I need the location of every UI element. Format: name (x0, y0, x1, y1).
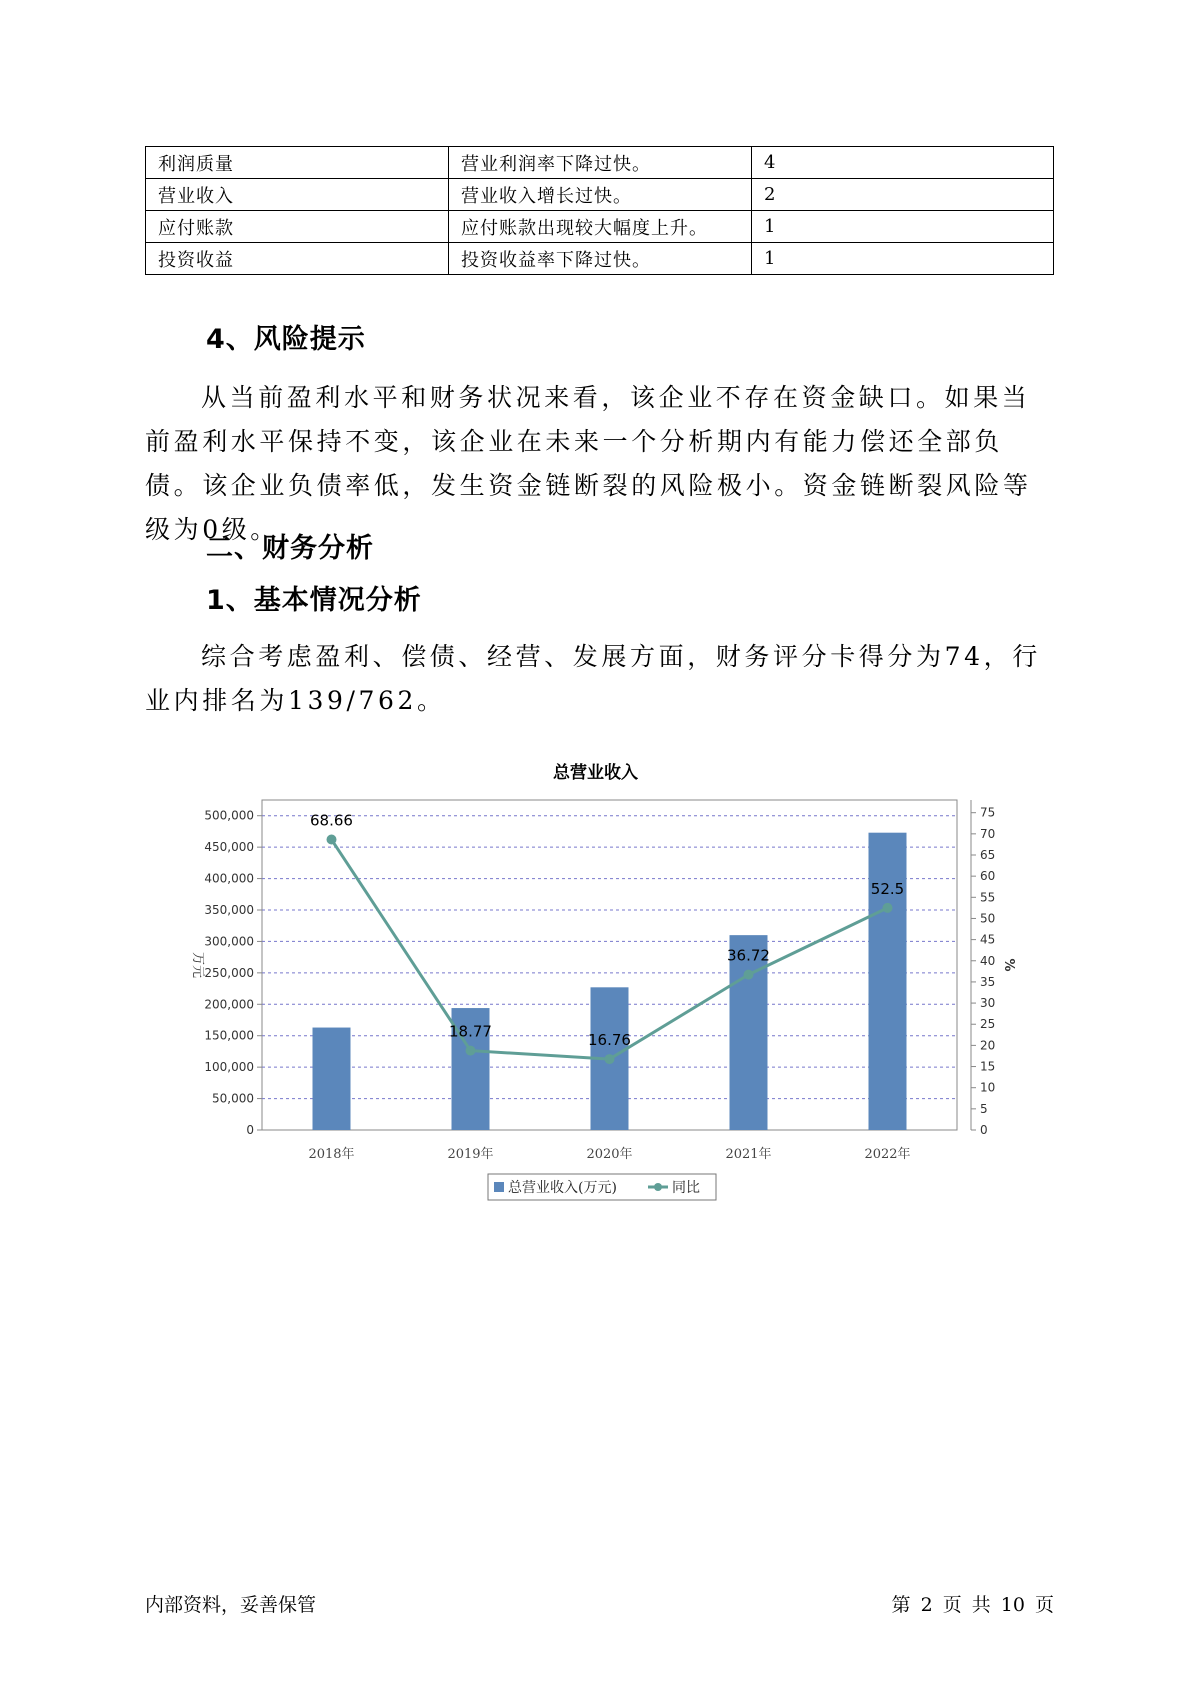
table-cell-item: 应付账款 (146, 211, 449, 243)
y-tick-label: 50,000 (212, 1091, 254, 1106)
yoy-point (605, 1054, 615, 1064)
table-cell-score: 1 (752, 243, 1054, 275)
y2-tick-label: 55 (980, 890, 996, 905)
section-heading-risk: 4、风险提示 (206, 324, 366, 355)
y2-tick-label: 0 (980, 1123, 988, 1137)
yoy-point (327, 835, 337, 845)
y-tick-label: 300,000 (204, 934, 254, 949)
y2-axis-label: % (1001, 958, 1016, 972)
bar (313, 1028, 351, 1130)
table-cell-desc: 营业利润率下降过快。 (449, 147, 752, 179)
risk-paragraph: 从当前盈利水平和财务状况来看，该企业不存在资金缺口。如果当前盈利水平保持不变，该企业在未来一个分析期内有能力偿还全部负债。该企业负债率低，发生资金链断裂的风险极小。资金链断裂风险等级为0级。 (145, 383, 1032, 544)
y2-tick-label: 40 (980, 953, 996, 968)
y2-tick-label: 10 (980, 1080, 996, 1095)
data-label: 16.76 (588, 1031, 631, 1050)
basic-analysis-paragraph: 综合考虑盈利、偿债、经营、发展方面，财务评分卡得分为74，行业内排名为139/762。 (145, 642, 1041, 715)
legend-marker (654, 1183, 662, 1191)
x-tick-label: 2018年 (308, 1147, 355, 1162)
x-tick-label: 2021年 (725, 1147, 772, 1162)
y-tick-label: 350,000 (204, 903, 254, 917)
y2-tick-label: 20 (980, 1038, 996, 1053)
table-cell-desc: 应付账款出现较大幅度上升。 (449, 211, 752, 243)
footer-page-number: 第 2 页 共 10 页 (891, 1594, 1054, 1616)
y2-tick-label: 60 (980, 869, 996, 884)
chart-title: 总营业收入 (553, 763, 638, 783)
table-cell-item: 投资收益 (146, 243, 449, 275)
y2-tick-label: 65 (980, 848, 996, 862)
y-tick-label: 500,000 (204, 808, 254, 823)
data-label: 68.66 (310, 811, 353, 830)
legend-swatch-bar (494, 1182, 504, 1192)
y-axis-label: 万元 (190, 951, 205, 979)
y2-tick-label: 70 (980, 826, 996, 841)
table-cell-score: 1 (752, 211, 1054, 243)
table-cell-score: 2 (752, 179, 1054, 211)
subsection-heading-basic: 1、基本情况分析 (206, 585, 422, 616)
yoy-point (466, 1046, 476, 1056)
footer-confidential: 内部资料，妥善保管 (145, 1594, 317, 1616)
legend-label-bar: 总营业收入(万元) (508, 1180, 617, 1196)
data-label: 36.72 (727, 946, 770, 965)
data-label: 52.5 (870, 879, 905, 898)
y-tick-label: 450,000 (204, 840, 254, 855)
y2-tick-label: 15 (980, 1059, 996, 1074)
table-cell-score: 4 (752, 147, 1054, 179)
table-cell-item: 营业收入 (146, 179, 449, 211)
x-tick-label: 2022年 (864, 1147, 911, 1162)
table-cell-desc: 投资收益率下降过快。 (449, 243, 752, 275)
x-tick-label: 2020年 (586, 1147, 633, 1162)
y-tick-label: 200,000 (204, 997, 254, 1012)
yoy-point (744, 970, 754, 980)
y2-tick-label: 45 (980, 932, 996, 947)
y2-tick-label: 25 (980, 1017, 996, 1032)
y2-tick-label: 5 (980, 1101, 988, 1116)
legend-label-line: 同比 (672, 1180, 700, 1196)
table-cell-item: 利润质量 (146, 147, 449, 179)
yoy-point (883, 903, 893, 913)
y2-tick-label: 30 (980, 996, 996, 1011)
y-tick-label: 150,000 (204, 1028, 254, 1043)
y2-tick-label: 50 (980, 911, 996, 926)
y-tick-label: 400,000 (204, 871, 254, 886)
table-cell-desc: 营业收入增长过快。 (449, 179, 752, 211)
data-label: 18.77 (449, 1022, 492, 1041)
y-tick-label: 0 (246, 1123, 254, 1137)
section-heading-finance: 二、财务分析 (206, 533, 374, 564)
y-tick-label: 100,000 (204, 1060, 254, 1075)
x-tick-label: 2019年 (447, 1147, 494, 1162)
y2-tick-label: 35 (980, 974, 996, 989)
y2-tick-label: 75 (980, 805, 996, 820)
bar (869, 833, 907, 1130)
y-tick-label: 250,000 (204, 965, 254, 980)
